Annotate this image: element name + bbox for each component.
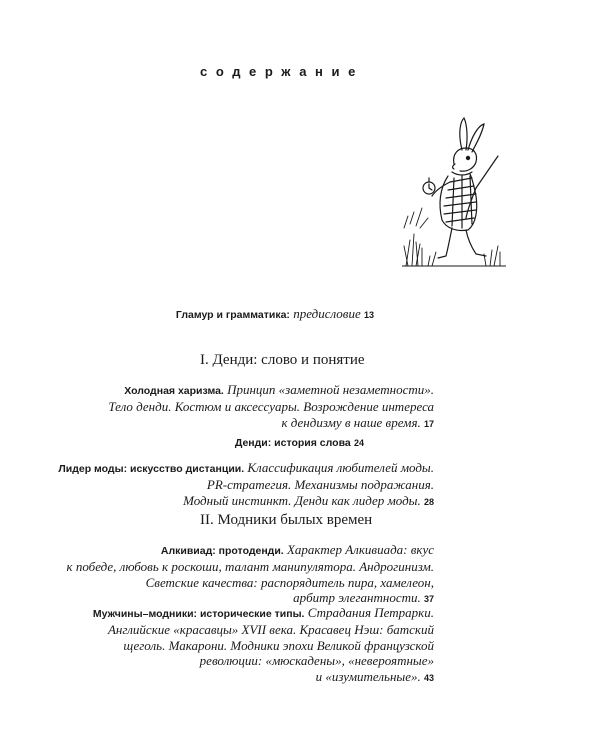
entry-line: щеголь. Макарони. Модники эпохи Великой французской [123,637,434,653]
entry-title: Денди: история слова [234,437,351,449]
contents-heading: содержание [200,64,364,79]
entry-line: Светские качества: распорядитель пира, хамелеон, [145,574,434,590]
section-title: I. Денди: слово и понятие [200,352,365,368]
entry-title: Мужчины–модники: исторические типы. [92,608,305,620]
toc-entry [235,434,364,451]
entry-line: и «изумительные». [315,668,421,684]
entry-line: Классификация любителей моды. [247,460,434,475]
entry-line: Страдания Петрарки. [307,605,434,620]
page-number: 24 [353,438,364,448]
page-number: 37 [423,594,434,605]
page-number: 43 [423,672,434,683]
entry-line: Модный инстинкт. Денди как лидер моды. [183,492,421,508]
page-number: 28 [423,496,434,507]
toc-entry [67,542,435,608]
entry-line: к дендизму в наше время. [281,414,421,430]
entry-line: Тело денди. Костюм и аксессуары. Возрождение интереса [108,399,434,415]
entry-line: к победе, любовь к роскоши, талант манипулятора. Андрогинизм. [66,559,434,575]
entry-line: Характер Алкивиада: вкус [286,542,434,557]
entry-title: Алкивиад: протоденди. [160,545,284,557]
entry-title: Холодная харизма. [124,385,224,397]
toc-entry [58,460,434,510]
entry-line: Английские «красавцы» XVII века. Красавец Нэш: батский [107,622,434,638]
entry-line: революции: «мюскадены», «невероятные» [199,653,434,669]
section-title: II. Модники былых времен [200,512,373,528]
entry-line: PR-стратегия. Механизмы подражания. [206,477,434,493]
white-rabbit-illustration [402,116,506,268]
entry-line: арбитр элегантности. [293,590,421,606]
entry-line: Принцип «заметной незаметности». [227,382,434,397]
preface-entry [176,306,374,323]
preface-title: Гламур и грамматика: [175,309,290,321]
toc-entry [93,605,434,686]
page-number: 17 [423,418,434,429]
page-number: 13 [363,310,374,320]
toc-entry [108,382,434,432]
entry-title: Лидер моды: искусство дистанции. [58,463,245,475]
preface-subtitle: предисловие [293,306,361,321]
